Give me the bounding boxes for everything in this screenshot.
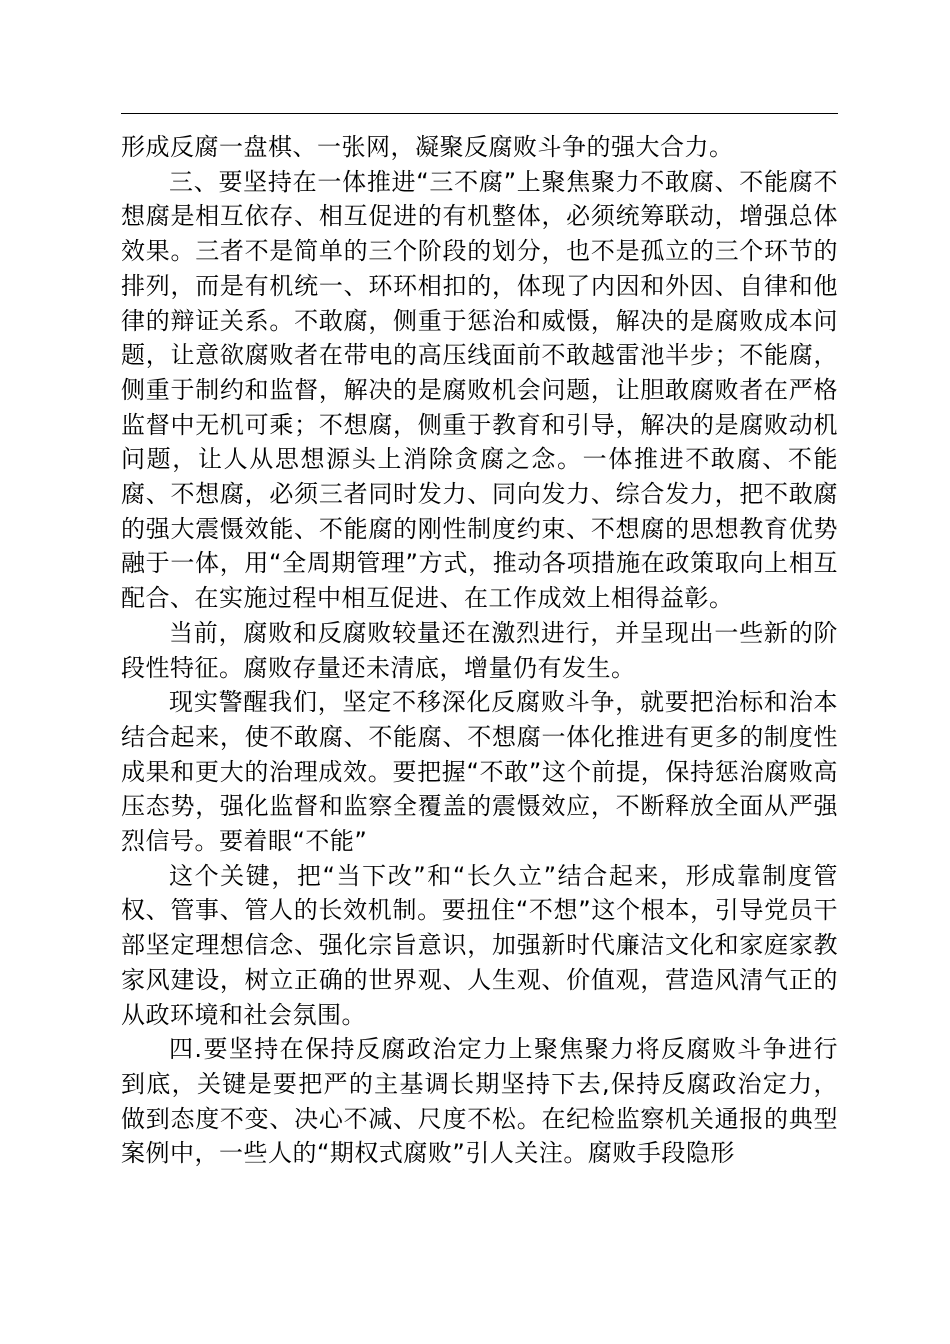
paragraph-continuation: 形成反腐一盘棋、一张网，凝聚反腐败斗争的强大合力。 <box>121 133 734 161</box>
paragraph-reality-warning: 现实警醒我们，坚定不移深化反腐败斗争，就要把治标和治本结合起来，使不敢腐、不能腐、不想腐一体化推进有更多的制度性成果和更大的治理成效。要把握“不敢”这个前提，保持惩治腐败高压态势，强化监督和监察全覆盖的震慑效应，不断释放全面从严强烈信号。要着眼“不能” <box>121 688 838 856</box>
document-body <box>121 130 838 1171</box>
paragraph-section-four: 四.要坚持在保持反腐政治定力上聚焦聚力将反腐败斗争进行到底，关键是要把严的主基调长期坚持下去,保持反腐政治定力，做到态度不变、决心不减、尺度不松。在纪检监察机关通报的典型案例中，一些人的“期权式腐败”引人关注。腐败手段隐形 <box>121 1035 838 1168</box>
paragraph-key-point: 这个关键，把“当下改”和“长久立”结合起来，形成靠制度管权、管事、管人的长效机制。要扭住“不想”这个根本，引导党员干部坚定理想信念、强化宗旨意识，加强新时代廉洁文化和家庭家教家风建设，树立正确的世界观、人生观、价值观，营造风清气正的从政环境和社会氛围。 <box>121 861 838 1029</box>
paragraph-current-situation: 当前，腐败和反腐败较量还在激烈进行，并呈现出一些新的阶段性特征。腐败存量还未清底，增量仍有发生。 <box>121 618 838 682</box>
header-rule <box>121 113 838 114</box>
paragraph-section-three: 三、要坚持在一体推进“三不腐”上聚焦聚力不敢腐、不能腐不想腐是相互依存、相互促进的有机整体，必须统筹联动，增强总体效果。三者不是简单的三个阶段的划分，也不是孤立的三个环节的排列，而是有机统一、环环相扣的，体现了内因和外因、自律和他律的辩证关系。不敢腐，侧重于惩治和威慑，解决的是腐败成本问题，让意欲腐败者在带电的高压线面前不敢越雷池半步；不能腐，侧重于制约和监督，解决的是腐败机会问题，让胆敢腐败者在严格监督中无机可乘；不想腐，侧重于教育和引导，解决的是腐败动机问题，让人从思想源头上消除贪腐之念。一体推进不敢腐、不能腐、不想腐，必须三者同时发力、同向发力、综合发力，把不敢腐的强大震慑效能、不能腐的刚性制度约束、不想腐的思想教育优势融于一体，用“全周期管理”方式，推动各项措施在政策取向上相互配合、在实施过程中相互促进、在工作成效上相得益彰。 <box>121 167 838 613</box>
